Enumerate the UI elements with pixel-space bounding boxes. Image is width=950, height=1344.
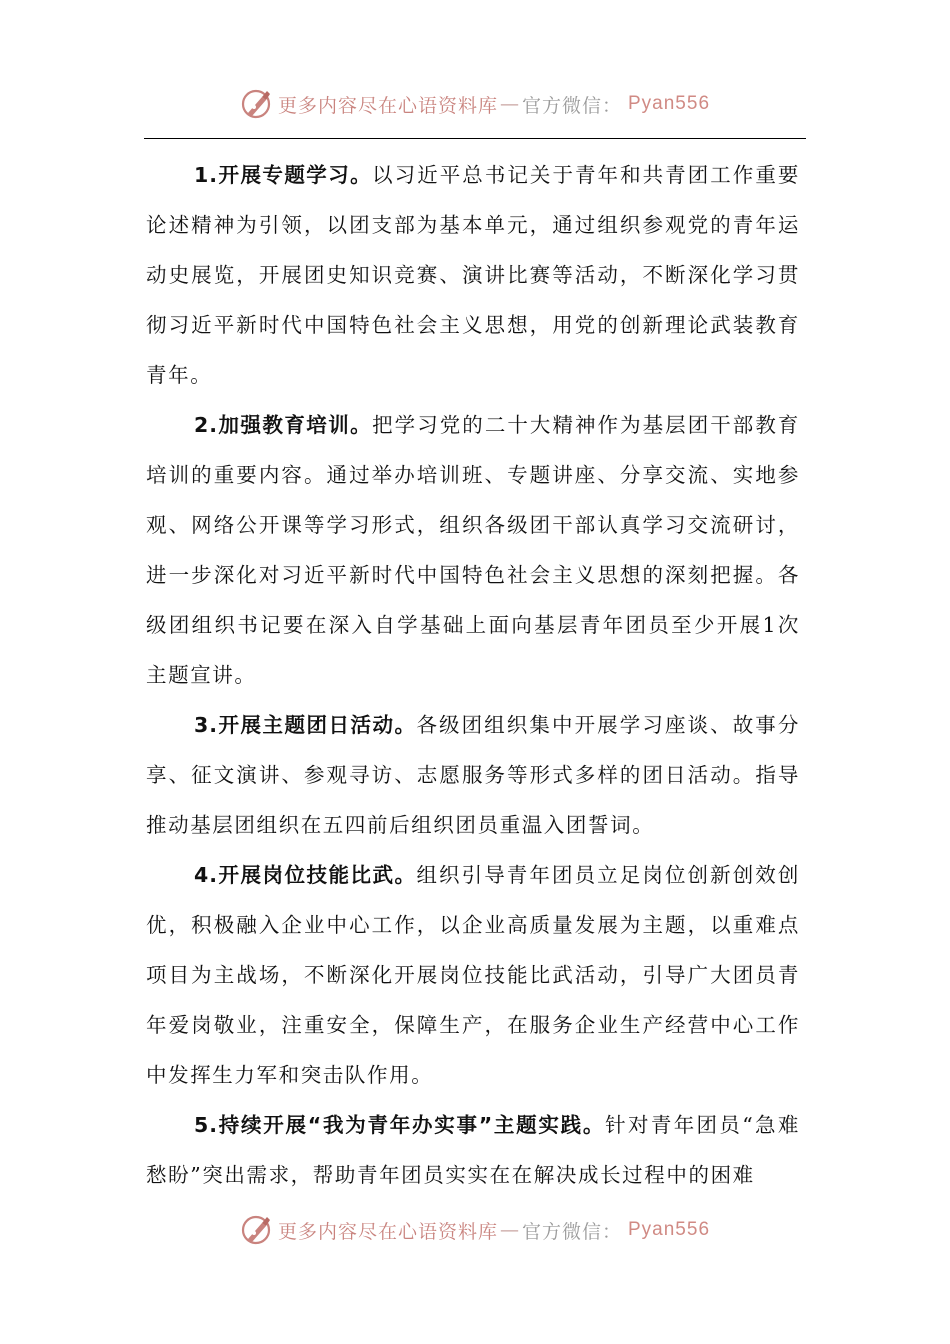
paragraph [146,700,800,850]
paragraph-text: 以习近平总书记关于青年和共青团工作重要论述精神为引领，以团支部为基本单元，通过组织参观党的青年运动史展览，开展团史知识竞赛、演讲比赛等活动，不断深化学习贯彻习近平新时代中国特色社会主义思想，用党的创新理论武装教育青年。 [146,163,800,387]
document-body [146,150,800,1200]
pen-logo-icon [240,1213,274,1247]
paragraph-text: 针对青年团员“急难愁盼”突出需求，帮助青年团员实实在在解决成长过程中的困难 [146,1113,800,1187]
footer-watermark [0,1210,950,1250]
paragraph [146,1100,800,1200]
paragraph-heading: 4.开展岗位技能比武。 [194,863,417,887]
paragraph-heading: 1.开展专题学习。 [194,163,373,187]
paragraph-heading: 2.加强教育培训。 [194,413,373,437]
paragraph-heading: 3.开展主题团日活动。 [194,713,417,737]
paragraph-text: 各级团组织集中开展学习座谈、故事分享、征文演讲、参观寻访、志愿服务等形式多样的团日活动。指导推动基层团组织在五四前后组织团员重温入团誓词。 [146,713,800,837]
header-watermark [0,84,950,124]
watermark-dash: — [499,1219,520,1241]
watermark-id: Pyan556 [628,93,711,114]
paragraph-heading: 5.持续开展“我为青年办实事”主题实践。 [194,1113,606,1137]
paragraph [146,400,800,700]
paragraph [146,850,800,1100]
watermark-dash: — [499,93,520,115]
paragraph [146,150,800,400]
pen-logo-icon [240,87,274,121]
paragraph-text: 把学习党的二十大精神作为基层团干部教育培训的重要内容。通过举办培训班、专题讲座、分享交流、实地参观、网络公开课等学习形式，组织各级团干部认真学习交流研讨，进一步深化对习近平新时代中国特色社会主义思想的深刻把握。各级团组织书记要在深入自学基础上面向基层青年团员至少开展1次主题宣讲。 [146,413,800,687]
watermark-main-text: 更多内容尽在心语资料库 [277,1220,498,1243]
watermark-label: 官方微信： [521,94,622,117]
paragraph-text: 组织引导青年团员立足岗位创新创效创优，积极融入企业中心工作，以企业高质量发展为主题，以重难点项目为主战场，不断深化开展岗位技能比武活动，引导广大团员青年爱岗敬业，注重安全，保障生产，在服务企业生产经营中心工作中发挥生力军和突击队作用。 [146,863,800,1087]
watermark-label: 官方微信： [521,1220,622,1243]
watermark-id: Pyan556 [628,1219,711,1240]
header-divider [144,138,806,139]
watermark-main-text: 更多内容尽在心语资料库 [277,94,498,117]
